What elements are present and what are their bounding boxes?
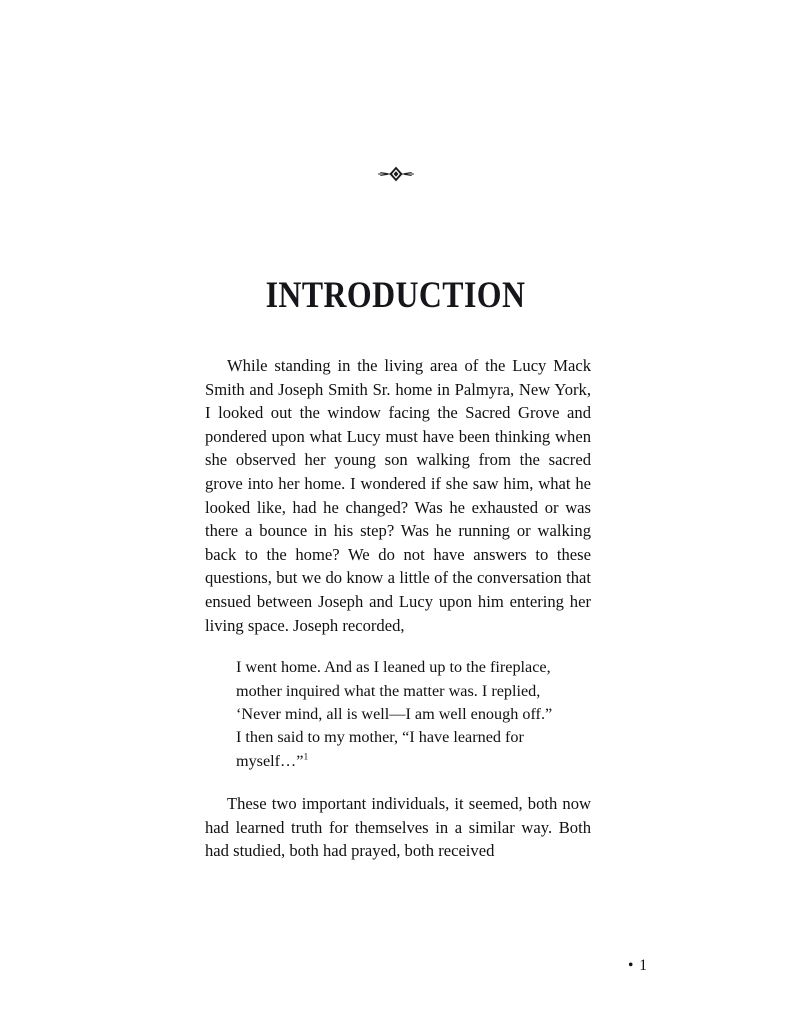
block-quote-text bbox=[236, 656, 558, 773]
ornament-divider bbox=[0, 164, 791, 184]
body-paragraph-2: These two important individuals, it seemed, both now had learned truth for themselves in a similar way. Both had studied, both had prayed, both received bbox=[205, 794, 591, 861]
body-paragraph-1: While standing in the living area of the Lucy Mack Smith and Joseph Smith Sr. home in Palmyra, New York, I looked out the window facing the Sacred Grove and pondered upon what Lucy must have been thinking when she observed her young son walking from the sacred grove into her home. I wondered if she saw him, what he looked like, had he changed? Was he exhausted or was there a bounce in his step? Was he running or walking back to the home? We do not have answers to these questions, but we do know a little of the conversation that ensued between Joseph and Lucy upon him entering her living space. Joseph recorded, bbox=[205, 356, 591, 635]
text-column bbox=[205, 354, 591, 863]
page-title: INTRODUCTION bbox=[265, 275, 526, 316]
diamond-flourish-icon bbox=[376, 164, 416, 184]
footnote-marker: 1 bbox=[303, 752, 309, 763]
block-quote bbox=[236, 656, 558, 773]
page-number: • 1 bbox=[627, 957, 648, 974]
block-quote-body: I went home. And as I leaned up to the fireplace, mother inquired what the matter was. I replied, ‘Never mind, all is well—I am well enough off.” I then said to my mother, “I have learned for myself…” bbox=[236, 658, 553, 770]
